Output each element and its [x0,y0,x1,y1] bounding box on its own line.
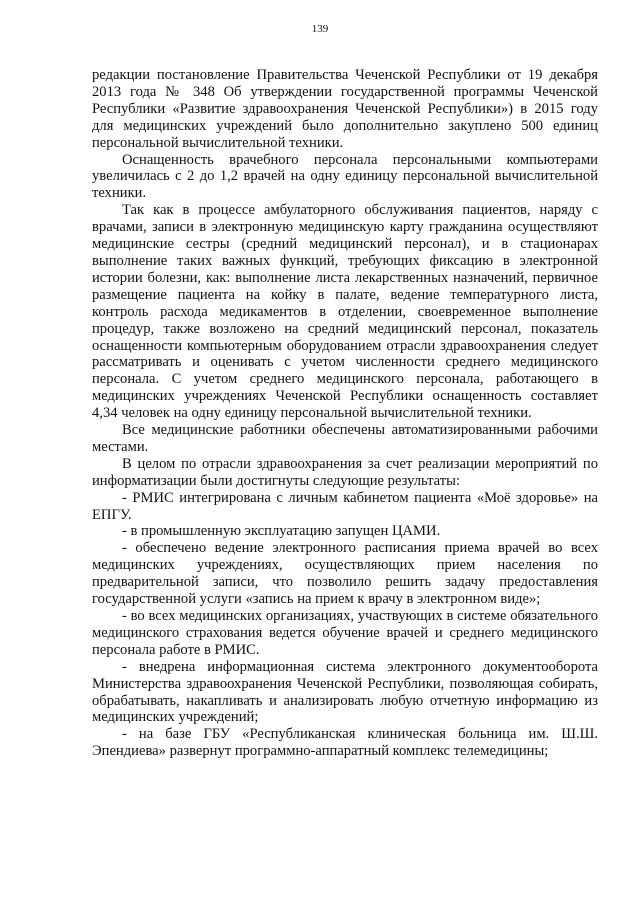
list-item-electronic-schedule: - обеспечено ведение электронного расписания приема врачей во всех медицинских учреждениях, осуществляющих прием населения по предварительной записи, что позволило решить задачу предоставления государственной услуги «запись на прием к врачу в электронном виде»; [92,540,598,608]
list-item-document-flow: - внедрена информационная система электронного документооборота Министерства здравоохранения Чеченской Республики, позволяющая собирать, обрабатывать, накапливать и анализировать любую отчетную информацию из медицинских учреждений; [92,658,598,726]
page-number: 139 [311,23,329,35]
list-item-rmis-training: - во всех медицинских организациях, участвующих в системе обязательного медицинского страхования ведется обучение врачей и среднего медицинского персонала работе в РМИС. [92,608,598,658]
list-item-telemedicine: - на базе ГБУ «Республиканская клиническая больница им. Ш.Ш. Эпендиева» развернут программно-аппаратный комплекс телемедицины; [92,726,598,760]
list-item-rmis-integration: - РМИС интегрирована с личным кабинетом пациента «Моё здоровье» на ЕПГУ. [92,489,598,523]
paragraph-workstations: Все медицинские работники обеспечены автоматизированными рабочими местами. [92,422,598,455]
paragraph-results-intro: В целом по отрасли здравоохранения за счет реализации мероприятий по информатизации были достигнуты следующие результаты: [92,455,598,489]
paragraph-nursing-staff: Так как в процессе амбулаторного обслуживания пациентов, наряду с врачами, записи в электронную медицинскую карту гражданина осуществляют медицинские сестры (средний медицинский персонал), и в стационарах выполнение таких важных функций, требующих фиксацию в электронной истории болезни, как: выполнение листа лекарственных назначений, первичное размещение пациента на койку в палате, ведение температурного листа, контроль расхода медикаментов в отделении, своевременное выполнение процедур, также возложено на средний медицинский персонал, показатель оснащенности компьютерным оборудованием отрасли здравоохранения следует рассматривать и оценивать с учетом численности среднего медицинского персонала. С учетом среднего медицинского персонала, работающего в медицинских учреждениях Чеченской Республики оснащенность составляет 4,34 человек на одну единицу персональной вычислительной техники. [92,202,598,422]
paragraph-doctor-equipment: Оснащенность врачебного персонала персональными компьютерами увеличилась с 2 до 1,2 врачей на одну единицу персональной вычислительной техники. [92,151,598,202]
list-item-tsami-launch: - в промышленную эксплуатацию запущен ЦАМИ. [122,523,441,540]
document-body [92,67,598,760]
paragraph-program-purchase: редакции постановление Правительства Чеченской Республики от 19 декабря 2013 года № 348 Об утверждении государственной программы Чеченской Республики «Развитие здравоохранения Чеченской Республики») в 2015 году для медицинских учреждений было дополнительно закуплено 500 единиц персональной вычислительной техники. [92,67,598,151]
